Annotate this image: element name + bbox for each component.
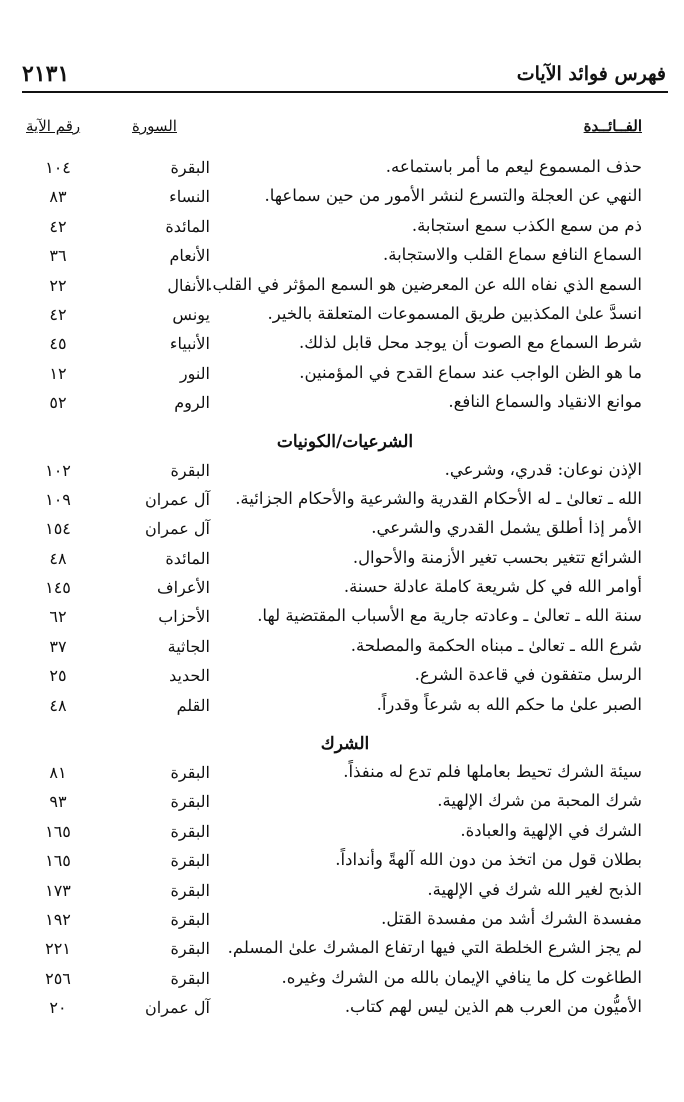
row-aya: ٥٢ <box>49 393 67 413</box>
row-sura: الروم <box>174 393 210 413</box>
row-sura: الأنفال <box>167 275 210 295</box>
column-header-sura: السورة <box>132 117 177 135</box>
index-row <box>22 819 668 848</box>
row-sura: الحديد <box>169 666 210 686</box>
column-headers <box>22 117 668 155</box>
index-row <box>22 546 668 575</box>
index-row <box>22 458 668 487</box>
row-aya: ٢٥٦ <box>45 968 71 988</box>
row-aya: ٢٥ <box>49 666 67 686</box>
row-aya: ١٠٤ <box>45 158 71 177</box>
row-text: أوامر الله في كل شريعة كاملة عادلة حسنة. <box>343 577 642 597</box>
row-aya: ٢٢ <box>49 275 67 295</box>
row-text: الله ـ تعالىٰ ـ له الأحكام القدرية والشرعية والأحكام الجزائية. <box>235 488 642 508</box>
row-aya: ٤٨ <box>49 695 67 715</box>
row-text: سيئة الشرك تحيط بعاملها فلم تدع له منفذاً. <box>343 762 642 782</box>
row-text: الشرائع تتغير بحسب تغير الأزمنة والأحوال. <box>352 547 642 567</box>
row-sura: البقرة <box>170 880 210 900</box>
index-row <box>22 907 668 936</box>
row-sura: المائدة <box>165 216 210 236</box>
row-text: النهي عن العجلة والتسرع لنشر الأمور من حين سماعها. <box>264 186 642 206</box>
index-row <box>22 361 668 390</box>
index-row <box>22 604 668 633</box>
row-aya: ١٦٥ <box>45 851 71 871</box>
row-aya: ٢٢١ <box>45 939 71 959</box>
row-sura: البقرة <box>170 460 210 480</box>
row-sura: النور <box>179 363 210 383</box>
row-text: الإذن نوعان: قدري، وشرعي. <box>444 459 642 479</box>
row-aya: ١٦٥ <box>45 821 71 841</box>
row-text: السماع النافع سماع القلب والاستجابة. <box>383 245 642 265</box>
row-sura: يونس <box>172 304 210 324</box>
row-text: الأميُّون من العرب هم الذين ليس لهم كتاب. <box>344 997 642 1017</box>
row-sura: الأنعام <box>169 246 210 266</box>
row-aya: ١٢ <box>49 363 67 383</box>
row-text: السمع الذي نفاه الله عن المعرضين هو السمع المؤثر في القلب. <box>207 274 642 294</box>
row-text: سنة الله ـ تعالىٰ ـ وعادته جارية مع الأسباب المقتضية لها. <box>257 606 642 626</box>
index-row <box>22 155 668 184</box>
row-text: شرك المحبة من شرك الإلهية. <box>437 791 642 811</box>
index-row <box>22 693 668 722</box>
index-row <box>22 302 668 331</box>
row-sura: البقرة <box>170 763 210 783</box>
row-text: الشرك في الإلهية والعبادة. <box>460 820 642 840</box>
row-text: الصبر علىٰ ما حكم الله به شرعاً وقدراً. <box>376 694 642 714</box>
index-row <box>22 966 668 995</box>
index-row <box>22 390 668 419</box>
page-header <box>22 55 668 93</box>
row-text: شرط السماع مع الصوت أن يوجد محل قابل لذلك. <box>298 333 642 353</box>
row-aya: ٤٢ <box>49 304 67 324</box>
row-text: موانع الانقياد والسماع النافع. <box>448 392 642 412</box>
row-text: الرسل متفقون في قاعدة الشرع. <box>414 665 642 685</box>
row-aya: ١٩٢ <box>45 909 71 929</box>
row-aya: ١٤٥ <box>45 578 71 598</box>
row-aya: ٤٢ <box>49 216 67 236</box>
index-row <box>22 878 668 907</box>
row-aya: ٨٣ <box>49 187 67 207</box>
column-header-faida: الفــائــدة <box>583 117 642 135</box>
row-sura: البقرة <box>170 851 210 871</box>
index-row <box>22 634 668 663</box>
page-title: فهرس فوائد الآيات <box>516 63 666 85</box>
row-aya: ٤٨ <box>49 548 67 568</box>
row-aya: ١٧٣ <box>45 880 71 900</box>
row-text: شرع الله ـ تعالىٰ ـ مبناه الحكمة والمصلحة. <box>350 635 642 655</box>
row-text: الأمر إذا أطلق يشمل القدري والشرعي. <box>371 518 642 538</box>
page <box>22 55 668 1025</box>
row-text: ذم من سمع الكذب سمع استجابة. <box>411 215 642 235</box>
index-row <box>22 273 668 302</box>
section-shariyyat <box>22 458 668 723</box>
row-text: بطلان قول من اتخذ من دون الله آلهةً وأنداداً. <box>335 850 642 870</box>
row-sura: آل عمران <box>145 998 210 1018</box>
index-row <box>22 848 668 877</box>
row-sura: النساء <box>169 187 210 207</box>
index-row <box>22 663 668 692</box>
index-row <box>22 487 668 516</box>
row-aya: ٨١ <box>49 763 67 783</box>
index-row <box>22 995 668 1024</box>
row-aya: ٩٣ <box>49 792 67 812</box>
row-sura: آل عمران <box>145 489 210 509</box>
row-text: حذف المسموع ليعم ما أمر باستماعه. <box>385 157 642 176</box>
row-sura: القلم <box>176 695 210 715</box>
page-number: ٢١٣١ <box>22 61 70 87</box>
row-sura: البقرة <box>170 158 210 177</box>
row-text: مفسدة الشرك أشد من مفسدة القتل. <box>381 908 642 928</box>
row-text: الذبح لغير الله شرك في الإلهية. <box>427 879 642 899</box>
row-sura: المائدة <box>165 548 210 568</box>
row-text: ما هو الظن الواجب عند سماع القدح في المؤمنين. <box>299 362 642 382</box>
row-sura: البقرة <box>170 909 210 929</box>
index-row <box>22 184 668 213</box>
row-aya: ٣٧ <box>49 636 67 656</box>
row-sura: البقرة <box>170 821 210 841</box>
section-listening <box>22 155 668 420</box>
row-aya: ١٠٩ <box>45 489 71 509</box>
index-row <box>22 214 668 243</box>
index-row <box>22 575 668 604</box>
column-header-aya: رقم الآية <box>26 117 81 135</box>
index-row <box>22 243 668 272</box>
index-row <box>22 936 668 965</box>
row-sura: البقرة <box>170 968 210 988</box>
section-title-shariyyat: الشرعيات/الكونيات <box>276 431 414 452</box>
row-sura: آل عمران <box>145 519 210 539</box>
section-title-shirk: الشرك <box>320 734 370 755</box>
row-sura: البقرة <box>170 792 210 812</box>
row-sura: الأحزاب <box>158 607 210 627</box>
row-aya: ٣٦ <box>49 246 67 266</box>
row-sura: البقرة <box>170 939 210 959</box>
row-sura: الأعراف <box>157 578 210 598</box>
index-row <box>22 331 668 360</box>
index-row <box>22 789 668 818</box>
row-text: الطاغوت كل ما ينافي الإيمان بالله من الشرك وغيره. <box>281 967 642 987</box>
row-aya: ١٥٤ <box>45 519 71 539</box>
row-text: انسدَّ علىٰ المكذبين طريق المسموعات المتعلقة بالخير. <box>267 303 642 323</box>
row-aya: ٢٠ <box>49 998 67 1018</box>
row-aya: ٤٥ <box>49 334 67 354</box>
row-aya: ١٠٢ <box>45 460 71 480</box>
row-sura: الأنبياء <box>169 334 210 354</box>
index-row <box>22 760 668 789</box>
row-text: لم يجز الشرع الخلطة التي فيها ارتفاع المشرك علىٰ المسلم. <box>227 938 642 958</box>
index-row <box>22 516 668 545</box>
section-shirk <box>22 760 668 1025</box>
row-aya: ٦٢ <box>49 607 67 627</box>
row-sura: الجاثية <box>167 636 210 656</box>
